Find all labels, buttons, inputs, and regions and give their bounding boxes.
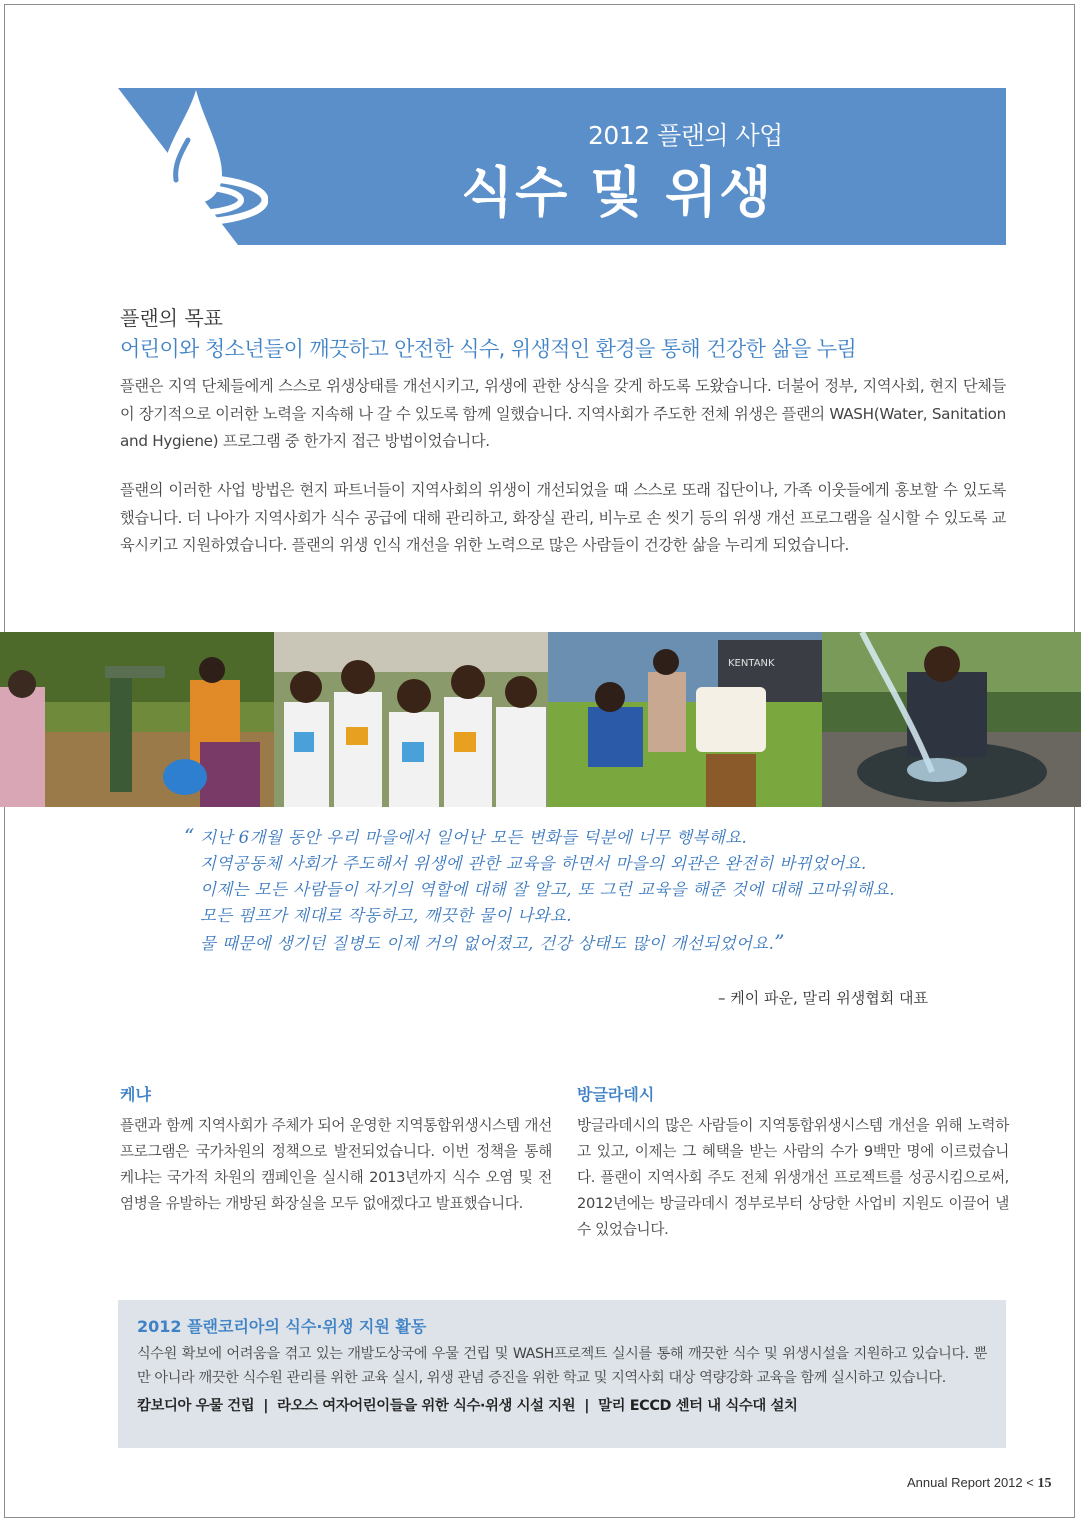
page-number: 15 — [1037, 1476, 1052, 1491]
photo-boy-washing-hands — [822, 632, 1081, 807]
project-separator: | — [584, 1398, 590, 1414]
goal-statement: 어린이와 청소년들이 깨끗하고 안전한 식수, 위생적인 환경을 통해 건강한 삶을 누림 — [120, 337, 857, 361]
testimonial-quote — [184, 823, 895, 957]
kenya-section — [120, 1082, 552, 1217]
photo-handwashing-station — [548, 632, 822, 807]
body-paragraph-2: 플랜의 이러한 사업 방법은 현지 파트너들이 지역사회의 위생이 개선되었을 때 스스로 또래 집단이나, 가족 이웃들에게 홍보할 수 있도록 했습니다. 더 나아가 지역사회가 식수 공급에 대해 관리하고, 화장실 관리, 비누로 손 씻기 등의 위생 개선 프로그램을 실시할 수 있도록 교육시키고 지원하였습니다. 플랜의 위생 인식 개선을 위한 노력으로 많은 사람들이 건강한 삶을 누리게 되었습니다. — [120, 481, 1006, 554]
kenya-text: 플랜과 함께 지역사회가 주체가 되어 운영한 지역통합위생시스템 개선 프로그램은 국가차원의 정책으로 발전되었습니다. 이번 정책을 통해 케냐는 국가적 차원의 캠페인을 실시해 2013년까지 식수 오염 및 전염병을 유발하는 개방된 화장실을 모두 없애겠다고 발표했습니다. — [120, 1117, 552, 1212]
bangladesh-heading: 방글라데시 — [577, 1085, 655, 1104]
quote-line-3: 이제는 모든 사람들이 자기의 역할에 대해 잘 알고, 또 그런 교육을 해준 것에 대해 고마워해요. — [200, 880, 895, 899]
project-item: 말리 ECCD 센터 내 식수대 설치 — [598, 1398, 798, 1414]
quote-line-5: 물 때문에 생기던 질병도 이제 거의 없어졌고, 건강 상태도 많이 개선되었어요.” — [200, 930, 785, 954]
body-paragraph-1: 플랜은 지역 단체들에게 스스로 위생상태를 개선시키고, 위생에 관한 상식을 갖게 하도록 도왔습니다. 더불어 정부, 지역사회, 현지 단체들이 장기적으로 이러한 노력을 지속해 나 갈 수 있도록 함께 일했습니다. 지역사회가 주도한 전체 위생은 플랜의 WASH(Water, Sanitation and Hygiene) 프로그램 중 한가지 접근 방법이었습니다. — [120, 377, 1006, 450]
quote-open-mark: “ — [184, 824, 195, 848]
project-item: 캄보디아 우물 건립 — [137, 1398, 255, 1414]
goal-label: 플랜의 목표 — [120, 306, 223, 330]
photo-strip — [0, 632, 1081, 807]
signage-text: KENTANK — [728, 658, 775, 669]
infobox-heading: 2012 플랜코리아의 식수·위생 지원 활동 — [137, 1317, 427, 1336]
page-footer — [907, 1475, 1051, 1492]
footer-label: Annual Report 2012 < — [907, 1475, 1034, 1490]
photo-water-pump — [0, 632, 274, 807]
quote-line-1: “ 지난 6개월 동안 우리 마을에서 일어난 모든 변화들 덕분에 너무 행복해요. — [184, 824, 748, 848]
project-item: 라오스 여자어린이들을 위한 식수·위생 시설 지원 — [277, 1398, 576, 1414]
section-title: 식수 및 위생 — [461, 161, 774, 224]
water-drop-icon — [118, 88, 268, 228]
header-banner — [118, 88, 1006, 245]
quote-close-mark: ” — [774, 930, 785, 954]
project-separator: | — [263, 1398, 269, 1414]
quote-line-4: 모든 펌프가 제대로 작동하고, 깨끗한 물이 나와요. — [200, 906, 572, 925]
quote-line-2: 지역공동체 사회가 주도해서 위생에 관한 교육을 하면서 마을의 외관은 완전히 바뀌었어요. — [200, 854, 867, 873]
photo-children-group — [274, 632, 548, 807]
quote-attribution: – 케이 파운, 말리 위생협회 대표 — [718, 989, 928, 1007]
infobox-text: 식수원 확보에 어려움을 겪고 있는 개발도상국에 우물 건립 및 WASH프로젝트 실시를 통해 깨끗한 식수 및 위생시설을 지원하고 있습니다. 뿐만 아니라 깨끗한 식수원 관리를 위한 교육 실시, 위생 관념 증진을 위한 학교 및 지역사회 대상 역량강화 교육을 함께 실시하고 있습니다. — [137, 1346, 987, 1386]
project-list — [137, 1394, 987, 1415]
kenya-heading: 케냐 — [120, 1085, 151, 1104]
bangladesh-text: 방글라데시의 많은 사람들이 지역통합위생시스템 개선을 위해 노력하고 있고, 이제는 그 혜택을 받는 사람의 수가 9백만 명에 이르렀습니다. 플랜이 지역사회 주도 전체 위생개선 프로젝트를 성공시킴으로써, 2012년에는 방글라데시 정부로부터 상당한 사업비 지원도 이끌어 낼 수 있었습니다. — [577, 1117, 1009, 1238]
section-subtitle: 2012 플랜의 사업 — [588, 121, 783, 150]
bangladesh-section — [577, 1082, 1009, 1243]
plan-korea-activities-box — [118, 1300, 1006, 1448]
